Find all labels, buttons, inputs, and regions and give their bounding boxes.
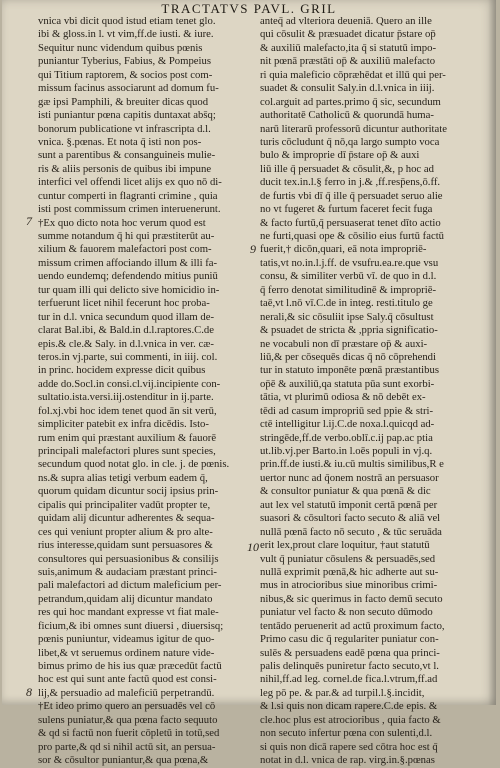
text-line: qui cōsulit & præsuadet dicatur p̄stare op̄ [260, 28, 436, 41]
text-line: simpliciter patebit ex infra dicēdis. Isto- [38, 418, 209, 431]
text-line: ne vocabuli non dī præstare op̄ & auxi- [260, 337, 428, 350]
text-line: ctē intelligitur l.ij.C.de noxa.l.quicqd ad- [260, 418, 435, 431]
text-line: puniatur vel facto & non secuto dūmodo [260, 606, 433, 619]
text-line: nibus,& sic querimus in facto demū secuto [260, 592, 443, 605]
text-line: uendo eundemq; defendendo mitius puniū [38, 270, 218, 283]
text-line: ris & aliis personis de quibus ibi impune [38, 162, 212, 175]
text-line: pro parte,& qd si nihil actū sit, an persua- [38, 740, 216, 753]
text-line: sulēs & persuadens eadē pœna qua princi- [260, 646, 440, 659]
text-line: bimus primo de his ius quæ præcedūt factū [38, 660, 222, 672]
text-line: bonorum publicatione vt infrascripta d.l. [38, 122, 211, 135]
text-line: Sequitur nunc videndum quibus pœnis [38, 41, 203, 54]
text-line: principali malefactori plures sunt species, [38, 445, 216, 457]
text-line: qui Titium raptorem, & socios post com- [38, 68, 213, 81]
text-line: tātia, vt plurimū odiosa & nō debēt ex- [260, 391, 426, 404]
text-line: quidam alij dicuntur adherentes & sequa- [38, 512, 215, 525]
text-line: sulens puniatur,& qua pœna facto sequuto [38, 713, 218, 726]
book-page [2, 0, 496, 767]
margin-note-number: 10 [247, 540, 259, 554]
text-line: lij,& persuadio ad maleficiū perpetrandū. [38, 686, 215, 699]
text-line: & l.si quis non dicam rapere.C.de epis. & [260, 700, 438, 713]
text-line: cle.hoc plus est atrocioribus , quia facto & [260, 713, 441, 726]
text-line: missum facinus associarunt ad domum fu- [38, 82, 219, 95]
text-line: vult q̄ puniatur cōsulens & persuadēs,sed [260, 552, 436, 565]
text-line: leg pō pe. & par.& ad turpil.l.§.incidit, [260, 686, 425, 699]
text-line: palis delinquēs puniretur facto secuto,vt l. [260, 660, 439, 672]
text-line: in princ. hocidem expresse dicit quibus [38, 364, 206, 377]
text-line: †Et ideo primo quero an persuadēs vel cō [38, 700, 216, 713]
text-line: narū literarū professorū dicuntur authoritate [260, 122, 447, 135]
text-line: xilium & fauorem malefactori post com- [38, 243, 212, 256]
text-line: & qd si factū non fuerit cōpletū in totū,sed [38, 727, 220, 740]
text-line: de furtis vbi dī q̄ ille q̄ persuadet seruo alie [260, 189, 443, 202]
text-line: suasori & cōsultori facto secuto & aliā vel [260, 512, 441, 525]
text-line: tur quam illi qui delicto sive homicidio in- [38, 283, 220, 296]
text-line: vnica vbi dicit quod istud etiam tenet glo. [38, 15, 216, 27]
text-line: isti post commissum crimen interuenerunt. [38, 203, 221, 216]
text-line: nihil,ff.ad leg. cornel.de fica.l.vtrum,ff.ad [260, 673, 438, 686]
text-line: tatis,vt no.in.l.j.ff. de vsufru.ea.re.que vsu [260, 256, 439, 269]
text-line: consultores qui persuasionibus & consilijs [38, 552, 219, 565]
text-line: gæ ipsi Pamphili, & breuiter dicas quod [38, 95, 209, 108]
text-line: liū,& per cōsequēs dicas q̄ nō cōprehendi [260, 350, 436, 363]
text-line: fuerit,† dicōn,quari, eā nota impropriē- [260, 243, 427, 256]
text-line: erit lex,prout clare loquitur, †aut statutū [260, 539, 430, 552]
text-line: notat in d.l. vnica de rap. virg.in.§.pœnas [260, 754, 435, 767]
left-text-column [38, 15, 264, 768]
text-line: epis.& cle.& Saly. in d.l.vnica in ver. cæ- [38, 337, 214, 350]
text-line: anteq̄ ad vlteriora deueniā. Quero an ille [260, 15, 432, 27]
text-line: ficium,& ibi omnes sunt diuersi , diuersisq; [38, 619, 224, 632]
running-header: TRACTATVS PAVL. GRIL [161, 1, 337, 16]
text-line: tēdi ad casum impropriū sed ppie & stri- [260, 404, 434, 417]
text-line: rius interesse,quidam sunt persuasores & [38, 539, 213, 552]
text-line: & facto furtū,q̄ persuaserat tenet dīto actio [260, 216, 441, 229]
text-line: isti puniantur pœna capitis duntaxat abs̄q; [38, 109, 216, 122]
text-line: turis cōcludunt q̄ nō,qa largo sumpto voca [260, 135, 440, 148]
text-line: stringēde,ff.de verbo.oblī.c.ij pap.ac ptia [260, 431, 433, 444]
text-line: ces qui veniunt propter alium & pro alte- [38, 525, 213, 538]
text-line: authoritatē Catholicū & quorundā huma- [260, 109, 434, 122]
text-line: ri quia maleficio cōpræhēdat et illū qui per- [260, 68, 446, 81]
text-line: suadet & consulit Saly.in d.l.vnica in iiij. [260, 82, 435, 95]
text-line: sor & cōsultor puniantur,& qua pœna,& [38, 754, 209, 767]
text-line: pœnis puniuntur, videamus igitur de quo- [38, 633, 215, 646]
text-line: col.arguit ad partes.primo q̄ sic, secundum [260, 95, 441, 108]
text-line: consu, & similiter verbū vī. de quo in d.l. [260, 270, 437, 283]
text-line: & auxiliū malefacto,ita q̄ si statutū impo- [260, 41, 437, 54]
text-line: sunt a parentibus & consanguineis mulie- [38, 149, 216, 162]
text-line: no vt fugeret & furtum faceret fecit fuga [260, 203, 433, 216]
text-line: taē,vt l.nō vī.C.de in integ. resti.titulo ge [260, 297, 433, 310]
text-line: mus in atrocioribus siue minoribus crimi- [260, 579, 438, 592]
text-line: hoc est qui sunt ante factū quod est consi- [38, 673, 217, 686]
text-line: vnica. §.pœnas. Et nota q̄ isti non pos- [38, 135, 202, 148]
margin-note-number: 9 [250, 242, 256, 256]
text-line: op̄ē & auxiliū,qa statuta pūa sunt exorbi- [260, 377, 435, 390]
text-line: tur in d.l. vnica secundum quod illam de- [38, 310, 215, 323]
text-line: Primo casu dic q̄ regulariter puniatur con- [260, 633, 439, 646]
text-line: nullā exprimit pœnā,& hic adherte aut su- [260, 565, 439, 578]
text-line: nullā pœnā facto nō secuto , & tūc seruāda [260, 525, 442, 538]
text-line: prin.ff.de iusti.& iu.cū multis similibus,R e [260, 458, 444, 471]
text-line: quorum quidam dicuntur socij ipsius prin- [38, 485, 219, 498]
text-line: fol.xj.vbi hoc idem tenet quod ān sit verū, [38, 404, 217, 417]
text-line: terfuerunt licet nihil fecerunt hoc proba- [38, 297, 210, 310]
text-line: sultatio.ista.versi.iij.ostenditur in ij.parte. [38, 391, 214, 404]
text-line: cuntur comperti in flagranti crimine , quia [38, 189, 218, 202]
text-line: †Ex quo dicto nota hoc verum quod est [38, 216, 206, 229]
text-line: ducit tex.in.l.§ ferro in j.& ,ff.resp̄ens,ō.ff. [260, 176, 441, 189]
text-line: q̄ ferro denotat similitudinē & impropriē- [260, 283, 437, 296]
page-edge-shadow [488, 0, 496, 705]
text-line: puniantur Tyberius, Fabius, & Pompeius [38, 55, 212, 68]
text-line: si quis non dicā rapere sed cōtra hoc est q̄ [260, 740, 438, 753]
text-line: ns.& supra alias tetigi verbum eadem q̄, [38, 471, 208, 484]
text-line: secundum quod notat glo. in cle. j. de pœnis. [38, 458, 230, 471]
text-line: nit pœnā præstāti op̄ & auxiliū malefacto [260, 55, 436, 68]
text-line: nerali,& sic cōsuliit ipse Saly.q̄ cōsultust [260, 310, 434, 323]
text-line: tentādo peruenerit ad actū proximum facto, [260, 619, 445, 632]
margin-note-number: 8 [26, 685, 32, 699]
text-line: suis,animum & audaciam præstant princi- [38, 565, 217, 578]
text-line: clarat Bal.ibi, & Bald.in d.l.raptores.C.de [38, 324, 215, 337]
text-line: ne furti,quasi ope & cōsilio eius furtū factū [260, 230, 445, 242]
text-line: ibi & gloss.in l. vt vim,ff.de iusti. & iure. [38, 28, 214, 41]
text-line: pali malefactori ad dictum maleficium per- [38, 579, 222, 592]
text-line: petrandum,quidam alij dicuntur mandato [38, 592, 213, 605]
right-text-column [260, 15, 486, 768]
text-line: aut lex vel statutū imponit certā pœnā per [260, 498, 438, 511]
text-line: interfici vel offendi licet alijs ex quo nō di- [38, 176, 222, 189]
text-line: bulo & improprie dī p̄stare op̄ & auxi [260, 149, 420, 162]
text-line: liū ille q̄ persuadet & cōsulit,&, p hoc ad [260, 162, 434, 175]
text-line: summe notandum q̄ hi qui præstiterūt au- [38, 230, 215, 242]
text-line: cipalis qui principaliter vadūt propter te, [38, 498, 211, 511]
text-line: missum crimen affociando illum & illi fa- [38, 256, 218, 269]
text-line: ut.lib.vj.per Barto.in l.oēs populi in vj.q. [260, 445, 433, 457]
text-line: tur in statuto imponēte pœnā præstantibus [260, 364, 439, 377]
text-line: & psuadet de stricta & ,ppria significatio- [260, 324, 438, 337]
text-line: adde do.Socl.in consi.cl.vij.incipiente con- [38, 377, 221, 390]
text-line: non secuto infertur pœna con sulenti,d.l. [260, 727, 433, 740]
text-line: libet,& vt seruemus ordinem nature vide- [38, 646, 215, 659]
text-line: teros.in vj.parte, sui commenti, in iiij. col. [38, 350, 218, 363]
text-line: rum enim qui præstant auxilium & fauorē [38, 431, 217, 444]
text-line: & consultor puniatur & qua pœnā & dic [260, 485, 431, 498]
text-line: uertor nunc ad q̄onem nostrā an persuasor [260, 471, 439, 484]
margin-note-number: 7 [26, 214, 32, 228]
text-line: res qui hoc mandant expresse vt fiat male- [38, 606, 219, 619]
